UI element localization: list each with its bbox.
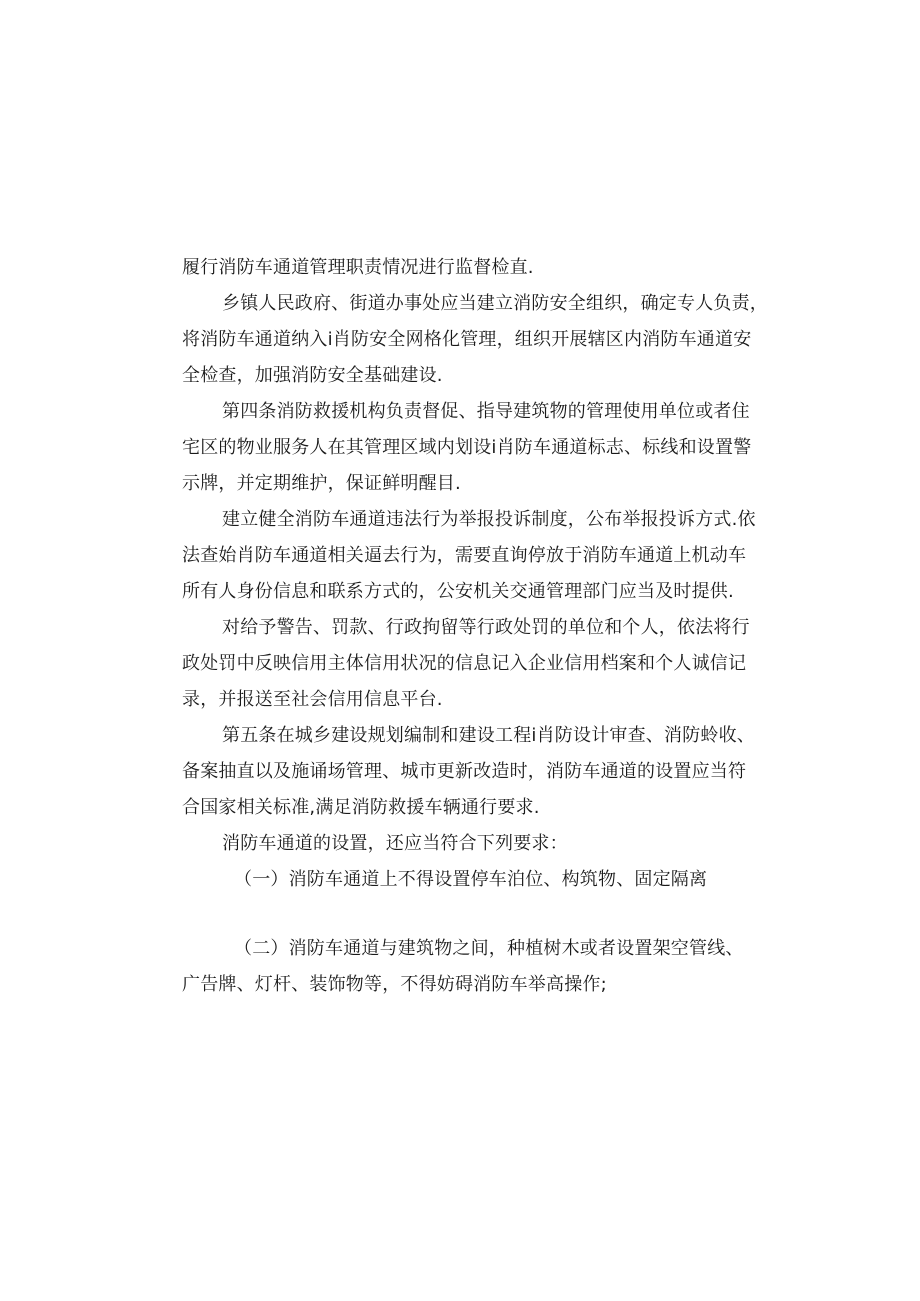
document-body — [182, 250, 772, 1003]
text-line: 第五条在城乡建设规划编制和建设工程i肖防设计审查、消防蛉收、 — [222, 725, 755, 746]
list-item: （一）消防车通道上不得设置停车泊位、构筑物、固定隔离 — [234, 869, 708, 890]
text-line: 法查始肖防车通道相关逼去行为，需要直询停放于消防车通道上机动车 — [182, 545, 747, 566]
text-line: 合国家相关标准,满足消防救援车辆通行要求. — [182, 797, 540, 818]
text-line: 将消防车通道纳入i肖防安全网格化管理，组织开展辖区内消防车通道安 — [182, 329, 752, 350]
text-line: 备案抽直以及施诵场管理、城市更新改造时，消防车通道的设置应当符 — [182, 761, 747, 782]
text-line: 录，并报送至社会信用信息平台. — [182, 689, 443, 710]
text-line: 政处罚中反映信用主体信用状况的信息记入企业信用档案和个人诚信记 — [182, 653, 747, 674]
text-line: 乡镇人民政府、街道办事处应当建立消防安全组织，确定专人负责， — [222, 293, 768, 314]
text-line: 消防车通道的设置，还应当符合下列要求： — [222, 833, 568, 854]
text-line: 履行消防车通道管理职责情况进行监督检直. — [182, 257, 534, 278]
text-line: 对给予警告、罚款、行政拘留等行政处罚的单位和个人，依法将行 — [222, 617, 750, 638]
text-line: 广告牌、灯杆、装饰物等，不得妨碍消防车举高操作; — [182, 974, 607, 995]
text-line: 所有人身份信息和联系方式的，公安机关交通管理部门应当及时提供. — [182, 581, 734, 602]
spacer — [182, 898, 772, 931]
text-line: 示牌，并定期维护，保证鲜明醒目. — [182, 473, 461, 494]
text-line: 建立健全消防车通道违法行为举报投诉制度，公布举报投诉方式.依 — [222, 509, 756, 530]
list-item: （二）消防车通道与建筑物之间，种植树木或者设置架空管线、 — [234, 938, 744, 959]
text-line: 宅区的物业服务人在其管理区域内划设i肖防车通道标志、标线和设置警 — [182, 437, 752, 458]
text-line: 第四条消防救援机构负责督促、指导建筑物的管理使用单位或者住 — [222, 401, 750, 422]
text-line: 全检查，加强消防安全基础建设. — [182, 365, 443, 386]
